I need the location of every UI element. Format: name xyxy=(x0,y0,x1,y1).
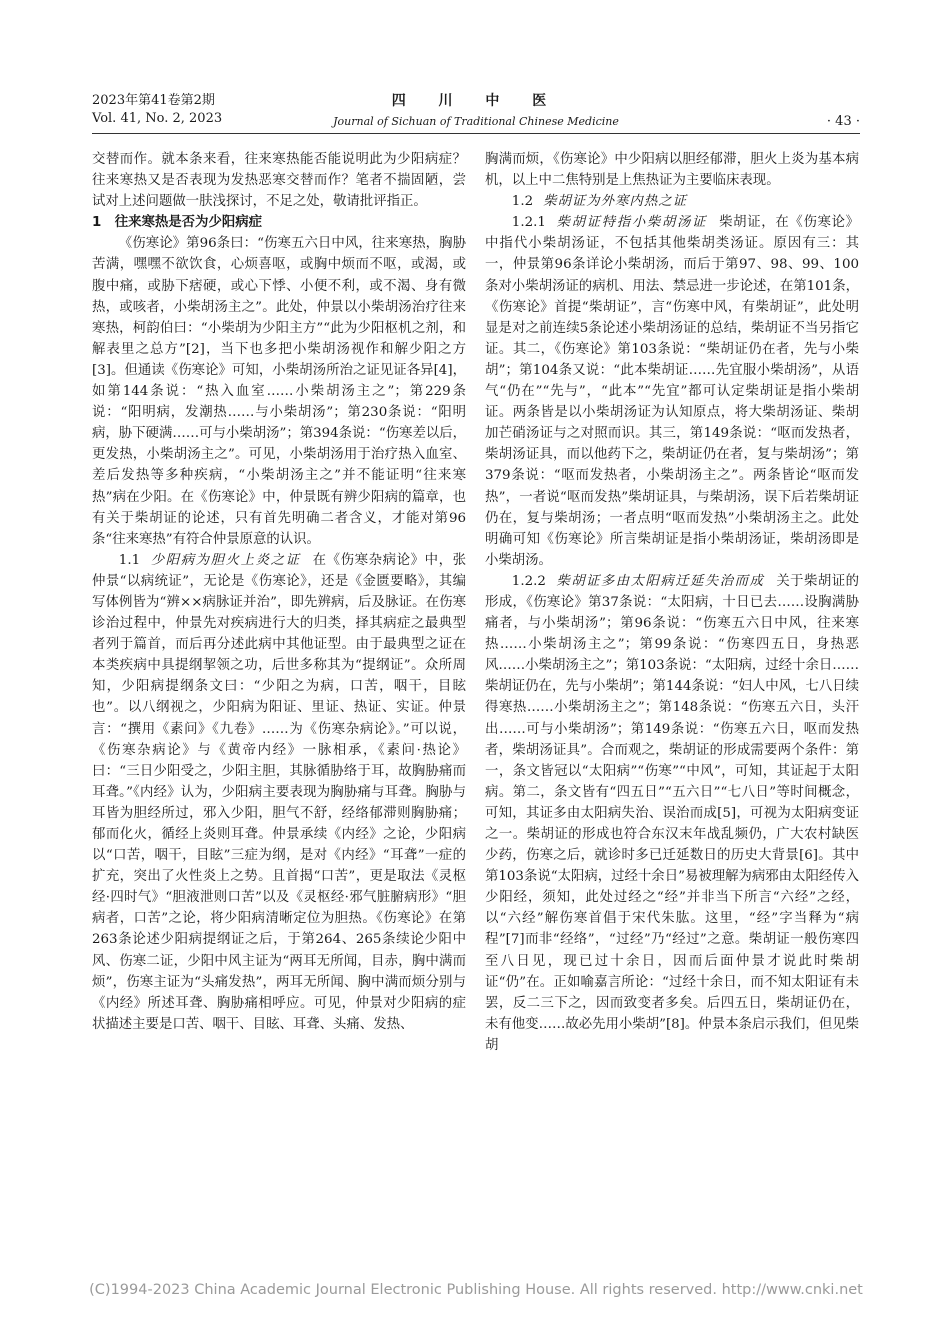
section-1-2-number: 1.2 xyxy=(511,194,534,210)
section-1-2-1-text: 柴胡证，在《伤寒论》中指代小柴胡汤证，不包括其他柴胡类汤证。原因有三：其一，仲景第96条详论小柴胡汤，而后于第97、98、99、100条对小柴胡汤证的病机、用法、禁忌进一步论述，在第101条，《伤寒论》首提“柴胡证”，言“伤寒中风，有柴胡证”，此处明显是对之前连续5条论述小柴胡汤证的总结，柴胡证不当另指它证。其二，《伤寒论》第103条说：“柴胡证仍在者，先与小柴胡”；第104条又说：“此本柴胡证……先宜服小柴胡汤”，从语气“仍在”“先与”，“此本”“先宜”都可认定柴胡证是指小柴胡证。两条皆是以小柴胡汤证为认知原点，将大柴胡汤证、柴胡加芒硝汤证与之对照而识。其三，第149条说：“呕而发热者，柴胡汤证具，而以他药下之，柴胡证仍在者，复与柴胡汤”；第379条说：“呕而发热者，小柴胡汤主之”。两条皆论“呕而发热”，一者说“呕而发热”柴胡证具，与柴胡汤，误下后若柴胡证仍在，复与柴胡汤；一者点明“呕而发热”小柴胡汤主之。此处明确可知《伤寒论》所言柴胡证是指小柴胡汤证，柴胡汤即是小柴胡汤。 xyxy=(485,215,860,568)
section-1-2-2-title: 柴胡证多由太阳病迁延失治而成 xyxy=(555,573,765,589)
section-1-2-2 xyxy=(485,571,859,1056)
journal-title-en: Journal of Sichuan of Traditional Chinese Medicine xyxy=(333,115,619,128)
copyright-footer: (C)1994-2023 China Academic Journal Electronic Publishing House. All rights reserved. http://www.cnki.net xyxy=(89,1282,863,1298)
journal-title xyxy=(92,92,860,131)
section-1-2-2-text: 关于柴胡证的形成，《伤寒论》第37条说：“太阳病，十日已去……设胸满胁痛者，与小柴胡汤”；第96条说：“伤寒五六日中风，往来寒热……小柴胡汤主之”；第99条说：“伤寒四五日，身热恶风……小柴胡汤主之”；第103条说：“太阳病，过经十余日……柴胡证仍在，先与小柴胡”；第144条说：“妇人中风，七八日续得寒热……小柴胡汤主之”；第148条说：“伤寒五六日，头汗出……可与小柴胡汤”；第149条说：“伤寒五六日，呕而发热者，柴胡汤证具”。合而观之，柴胡证的形成需要两个条件：第一，条文皆冠以“太阳病”“伤寒”“中风”，可知，其证起于太阳病。第二，条文皆有“四五日”“五六日”“七八日”等时间概念，可知，其证多由太阳病失治、误治而成[5]，可视为太阳病变证之一。柴胡证的形成也符合东汉末年战乱频仍，广大农村缺医少药，伤寒之后，就诊时多已迁延数日的历史大背景[6]。其中第103条说“太阳病，过经十余日”易被理解为病邪由太阳经传入少阳经，须知，此处过经之“经”并非当下所言“六经”之经，以“六经”解伤寒首倡于宋代朱肱。这里，“经”字当释为“病程”[7]而非“经络”，“过经”乃“经过”之意。柴胡证一般伤寒四至八日见，现已过十余日，因而后面仲景才说此时柴胡证“仍”在。正如喻嘉言所论：“过经十余日，而不知太阳证有未罢，反二三下之，因而致变者多矣。后四五日，柴胡证仍在，未有他变……故必先用小柴胡”[8]。仲景本条启示我们，但见柴胡 xyxy=(485,573,860,1053)
section-heading-1: 1 往来寒热是否为少阳病症 xyxy=(92,215,263,231)
page-header xyxy=(92,92,860,136)
section-1-1-title: 少阳病为胆火上炎之证 xyxy=(150,552,301,568)
header-rule xyxy=(92,133,860,134)
left-column xyxy=(92,149,466,1035)
issue-cn: 2023年第41卷第2期 xyxy=(92,93,215,108)
issue-en: Vol. 41, No. 2, 2023 xyxy=(92,111,223,126)
paragraph-intro: 交替而作。就本条来看，往来寒热能否能说明此为少阳病症？往来寒热又是否表现为发热恶寒交替而作？笔者不揣固陋，尝试对上述问题做一肤浅探讨，不足之处，敬请批评指正。 xyxy=(92,152,466,210)
section-1-2-1 xyxy=(485,212,859,571)
page-number: · 43 · xyxy=(826,114,860,129)
section-1-2-1-title: 柴胡证特指小柴胡汤证 xyxy=(555,215,708,231)
paragraph-1: 《伤寒论》第96条曰：“伤寒五六日中风，往来寒热，胸胁苦满，嘿嘿不欲饮食，心烦喜呕，或胸中烦而不呕，或渴，或腹中痛，或胁下痞硬，或心下悸、小便不利，或不渴、身有微热，或咳者，小柴胡汤主之”。此处，仲景以小柴胡汤治疗往来寒热，柯韵伯曰：“小柴胡为少阳主方”“此为少阳枢机之剂，和解表里之总方”[2]，当下也多把小柴胡汤视作和解少阳之方[3]。但通读《伤寒论》可知，小柴胡汤所治之证见证各异[4]，如第144条说：“热入血室……小柴胡汤主之”；第229条说：“阳明病，发潮热……与小柴胡汤”；第230条说：“阳明病，胁下硬满……可与小柴胡汤”；第394条说：“伤寒差以后，更发热，小柴胡汤主之”。可见，小柴胡汤用于治疗热入血室、差后发热等多种疾病，“小柴胡汤主之”并不能证明“往来寒热”病在少阳。在《伤寒论》中，仲景既有辨少阳病的篇章，也有关于柴胡证的论述，只有首先明确二者含义，才能对第96条“往来寒热”有符合仲景原意的认识。 xyxy=(92,236,467,547)
right-column xyxy=(485,149,859,1056)
section-1-2-heading xyxy=(485,191,859,212)
journal-title-cn: 四 川 中 医 xyxy=(391,93,561,109)
section-1-1-number: 1.1 xyxy=(118,552,141,568)
paragraph-continued: 胸满而烦，《伤寒论》中少阳病以胆经郁滞，胆火上炎为基本病机，以上中二焦特别是上焦热证为主要临床表现。 xyxy=(485,152,859,189)
section-1-1 xyxy=(92,550,466,1035)
section-1-2-1-number: 1.2.1 xyxy=(511,215,546,231)
section-1-1-text: 在《伤寒杂病论》中，张仲景“以病统证”，无论是《伤寒论》，还是《金匮要略》，其编写体例皆为“辨××病脉证并治”，即先辨病，后及脉证。在伤寒诊治过程中，仲景先对疾病进行大的归类，择其病症之最典型者列于篇首，而后再分述此病中其他证型。由于最典型之证在本类疾病中具提纲挈领之功，后世多称其为“提纲证”。众所周知，少阳病提纲条文曰：“少阳之为病，口苦，咽干，目眩也”。以八纲视之，少阳病为阳证、里证、热证、实证。仲景言：“撰用《素问》《九卷》……为《伤寒杂病论》。”可以说，《伤寒杂病论》与《黄帝内经》一脉相承，《素问·热论》曰：“三日少阳受之，少阳主胆，其脉循胁络于耳，故胸胁痛而耳聋。”《内经》认为，少阳病主要表现为胸胁痛与耳聋。胸胁与耳皆为胆经所过，邪入少阳，胆气不舒，经络郁滞则胸胁痛；郁而化火，循经上炎则耳聋。仲景承续《内经》之论，少阳病以“口苦，咽干，目眩”三症为纲，是对《内经》“耳聋”一症的扩充，突出了火性炎上之势。且首揭“口苦”，更是取法《灵枢经·四时气》“胆液泄则口苦”以及《灵枢经·邪气脏腑病形》“胆病者，口苦”之论，将少阳病清晰定位为胆热。《伤寒论》在第263条论述少阳病提纲证之后，于第264、265条续论少阳中风、伤寒二证，少阳中风主证为“两耳无所闻，目赤，胸中满而烦”，伤寒主证为“头痛发热”，两耳无所闻、胸中满而烦分别与《内经》所述耳聋、胸胁痛相呼应。可见，仲景对少阳病的症状描述主要是口苦、咽干、目眩、耳聋、头痛、发热、 xyxy=(92,552,467,1032)
section-1-2-2-number: 1.2.2 xyxy=(511,573,546,589)
section-1-2-title: 柴胡证为外寒内热之证 xyxy=(543,194,687,210)
